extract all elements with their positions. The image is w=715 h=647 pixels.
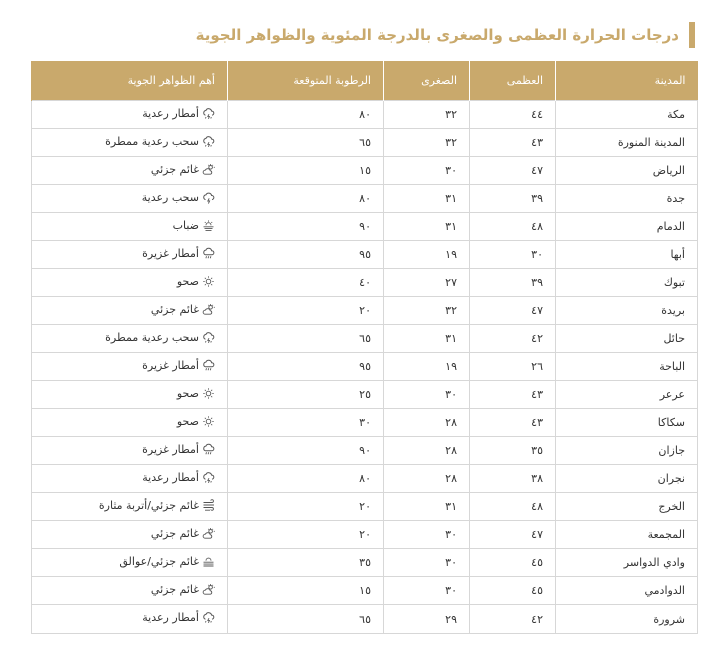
cell-phenomenon: [32, 157, 228, 185]
table-row: [32, 409, 698, 437]
cell-humidity: ٩٠: [228, 213, 384, 241]
cell-min: ٣٢: [384, 101, 470, 129]
phenomenon-label: غائم جزئي: [150, 302, 199, 316]
cell-phenomenon: [32, 297, 228, 325]
table-row: [32, 129, 698, 157]
cell-phenomenon: [32, 409, 228, 437]
phenomenon-label: سحب رعدية ممطرة: [105, 330, 199, 344]
cell-city: شرورة: [556, 605, 698, 634]
sun-icon: [202, 275, 215, 288]
cell-min: ٣١: [384, 213, 470, 241]
phenomenon: [173, 219, 215, 232]
cell-min: ٣١: [384, 185, 470, 213]
cell-city: الرياض: [556, 157, 698, 185]
cell-max: ٣٩: [470, 269, 556, 297]
cell-max: ٤٣: [470, 409, 556, 437]
cell-humidity: ٢٥: [228, 381, 384, 409]
table-row: [32, 325, 698, 353]
table-row: [32, 241, 698, 269]
cell-humidity: ٩٠: [228, 437, 384, 465]
phenomenon-label: غائم جزئي/عوالق: [119, 554, 199, 568]
phenomenon: [177, 387, 215, 400]
phenomenon-label: أمطار رعدية: [142, 470, 199, 484]
thunder-rain-icon: [202, 135, 215, 148]
column-header-max: العظمى: [470, 61, 556, 101]
phenomenon-label: غائم جزئي/أتربة مثارة: [98, 498, 199, 512]
phenomenon: [142, 471, 215, 484]
phenomenon-label: سحب رعدية ممطرة: [105, 134, 199, 148]
cell-min: ٣٠: [384, 549, 470, 577]
cell-max: ٤٧: [470, 521, 556, 549]
sun-icon: [202, 415, 215, 428]
cell-phenomenon: [32, 493, 228, 521]
cell-phenomenon: [32, 241, 228, 269]
phenomenon-label: صحو: [176, 414, 199, 428]
cell-humidity: ٨٠: [228, 101, 384, 129]
cell-phenomenon: [32, 353, 228, 381]
table-row: [32, 605, 698, 634]
partly-cloudy-icon: [202, 527, 215, 540]
page-title: درجات الحرارة العظمى والصغرى بالدرجة المئوية والظواهر الجوية: [196, 22, 695, 48]
cell-city: عرعر: [556, 381, 698, 409]
cell-max: ٤٥: [470, 577, 556, 605]
cell-min: ٢٩: [384, 605, 470, 634]
phenomenon-label: غائم جزئي: [150, 582, 199, 596]
phenomenon-label: صحو: [176, 274, 199, 288]
cell-humidity: ٦٥: [228, 129, 384, 157]
thunder-rain-icon: [202, 331, 215, 344]
cell-max: ٤٣: [470, 129, 556, 157]
cell-phenomenon: [32, 381, 228, 409]
cell-humidity: ٢٠: [228, 297, 384, 325]
cell-city: وادي الدواسر: [556, 549, 698, 577]
phenomenon: [151, 527, 215, 540]
cell-city: سكاكا: [556, 409, 698, 437]
cell-city: مكة: [556, 101, 698, 129]
cell-humidity: ٢٠: [228, 493, 384, 521]
column-header-phenomenon: أهم الظواهر الجوية: [32, 61, 228, 101]
cell-city: حائل: [556, 325, 698, 353]
phenomenon-label: أمطار رعدية: [142, 611, 199, 624]
phenomenon-label: غائم جزئي: [150, 526, 199, 540]
cell-phenomenon: [32, 185, 228, 213]
phenomenon-label: أمطار غزيرة: [142, 358, 199, 372]
phenomenon: [151, 583, 215, 596]
cell-max: ٣٠: [470, 241, 556, 269]
cell-humidity: ٨٠: [228, 465, 384, 493]
phenomenon: [119, 555, 215, 568]
cell-humidity: ٦٥: [228, 605, 384, 634]
cell-phenomenon: [32, 437, 228, 465]
cell-city: الباحة: [556, 353, 698, 381]
table-row: [32, 549, 698, 577]
cell-phenomenon: [32, 129, 228, 157]
cell-max: ٣٥: [470, 437, 556, 465]
phenomenon: [142, 191, 215, 204]
heavy-rain-icon: [202, 443, 215, 456]
cell-max: ٤٥: [470, 549, 556, 577]
cell-city: جدة: [556, 185, 698, 213]
cell-min: ٣١: [384, 325, 470, 353]
cell-city: أبها: [556, 241, 698, 269]
column-header-humidity: الرطوبة المتوقعة: [228, 61, 384, 101]
cell-phenomenon: [32, 465, 228, 493]
phenomenon: [177, 275, 215, 288]
thunder-rain-icon: [202, 107, 215, 120]
cell-phenomenon: [32, 269, 228, 297]
cell-max: ٤٢: [470, 325, 556, 353]
table-row: [32, 353, 698, 381]
cell-phenomenon: [32, 213, 228, 241]
partly-cloudy-icon: [202, 163, 215, 176]
thunder-cloud-icon: [202, 191, 215, 204]
table-row: [32, 577, 698, 605]
table-row: [32, 381, 698, 409]
phenomenon: [151, 303, 215, 316]
cell-max: ٤٣: [470, 381, 556, 409]
cell-city: نجران: [556, 465, 698, 493]
cell-phenomenon: [32, 101, 228, 129]
cell-humidity: ٦٥: [228, 325, 384, 353]
cell-max: ٣٩: [470, 185, 556, 213]
phenomenon: [105, 135, 215, 148]
cell-min: ٣٠: [384, 381, 470, 409]
phenomenon: [142, 611, 215, 624]
haze-icon: [202, 555, 215, 568]
cell-humidity: ٨٠: [228, 185, 384, 213]
partly-cloudy-icon: [202, 583, 215, 596]
cell-min: ٣١: [384, 493, 470, 521]
cell-humidity: ٣٠: [228, 409, 384, 437]
cell-min: ١٩: [384, 353, 470, 381]
cell-max: ٤٢: [470, 605, 556, 634]
dust-icon: [202, 499, 215, 512]
phenomenon-label: أمطار غزيرة: [142, 442, 199, 456]
cell-humidity: ١٥: [228, 577, 384, 605]
cell-city: المجمعة: [556, 521, 698, 549]
phenomenon: [105, 331, 215, 344]
cell-min: ٢٧: [384, 269, 470, 297]
phenomenon-label: أمطار رعدية: [142, 106, 199, 120]
cell-phenomenon: [32, 605, 228, 634]
table-row: [32, 465, 698, 493]
cell-max: ٤٤: [470, 101, 556, 129]
table-row: [32, 297, 698, 325]
phenomenon: [99, 499, 215, 512]
column-header-min: الصغرى: [384, 61, 470, 101]
cell-city: تبوك: [556, 269, 698, 297]
phenomenon-label: غائم جزئي: [150, 162, 199, 176]
cell-humidity: ٤٠: [228, 269, 384, 297]
cell-max: ٤٨: [470, 213, 556, 241]
cell-city: الدوادمي: [556, 577, 698, 605]
table-row: [32, 213, 698, 241]
phenomenon: [151, 163, 215, 176]
table-row: [32, 269, 698, 297]
table-row: [32, 493, 698, 521]
table-row: [32, 101, 698, 129]
table-row: [32, 521, 698, 549]
table-row: [32, 157, 698, 185]
cell-min: ٣٢: [384, 129, 470, 157]
cell-city: الدمام: [556, 213, 698, 241]
table-row: [32, 185, 698, 213]
cell-phenomenon: [32, 325, 228, 353]
cell-min: ٣٠: [384, 521, 470, 549]
cell-humidity: ٩٥: [228, 241, 384, 269]
cell-min: ٣٠: [384, 157, 470, 185]
phenomenon-label: سحب رعدية: [141, 190, 199, 204]
cell-max: ٤٧: [470, 297, 556, 325]
cell-humidity: ١٥: [228, 157, 384, 185]
phenomenon: [142, 443, 215, 456]
partly-cloudy-icon: [202, 303, 215, 316]
cell-min: ١٩: [384, 241, 470, 269]
weather-table: [31, 61, 698, 634]
cell-city: الخرج: [556, 493, 698, 521]
fog-icon: [202, 219, 215, 232]
cell-min: ٢٨: [384, 437, 470, 465]
thunder-rain-icon: [202, 611, 215, 624]
phenomenon: [177, 415, 215, 428]
cell-humidity: ٣٥: [228, 549, 384, 577]
cell-city: المدينة المنورة: [556, 129, 698, 157]
table-row: [32, 437, 698, 465]
cell-phenomenon: [32, 577, 228, 605]
table-header-row: [32, 61, 698, 101]
cell-max: ٢٦: [470, 353, 556, 381]
phenomenon: [142, 107, 215, 120]
cell-min: ٢٨: [384, 409, 470, 437]
thunder-rain-icon: [202, 471, 215, 484]
cell-humidity: ٩٥: [228, 353, 384, 381]
cell-city: جازان: [556, 437, 698, 465]
phenomenon: [142, 359, 215, 372]
phenomenon-label: صحو: [176, 386, 199, 400]
cell-city: بريدة: [556, 297, 698, 325]
heavy-rain-icon: [202, 247, 215, 260]
phenomenon-label: ضباب: [172, 218, 199, 232]
cell-min: ٣٢: [384, 297, 470, 325]
cell-max: ٤٧: [470, 157, 556, 185]
cell-max: ٣٨: [470, 465, 556, 493]
heavy-rain-icon: [202, 359, 215, 372]
cell-phenomenon: [32, 521, 228, 549]
cell-max: ٤٨: [470, 493, 556, 521]
cell-phenomenon: [32, 549, 228, 577]
phenomenon: [142, 247, 215, 260]
cell-humidity: ٢٠: [228, 521, 384, 549]
phenomenon-label: أمطار غزيرة: [142, 246, 199, 260]
sun-icon: [202, 387, 215, 400]
cell-min: ٣٠: [384, 577, 470, 605]
column-header-city: المدينة: [556, 61, 698, 101]
cell-min: ٢٨: [384, 465, 470, 493]
